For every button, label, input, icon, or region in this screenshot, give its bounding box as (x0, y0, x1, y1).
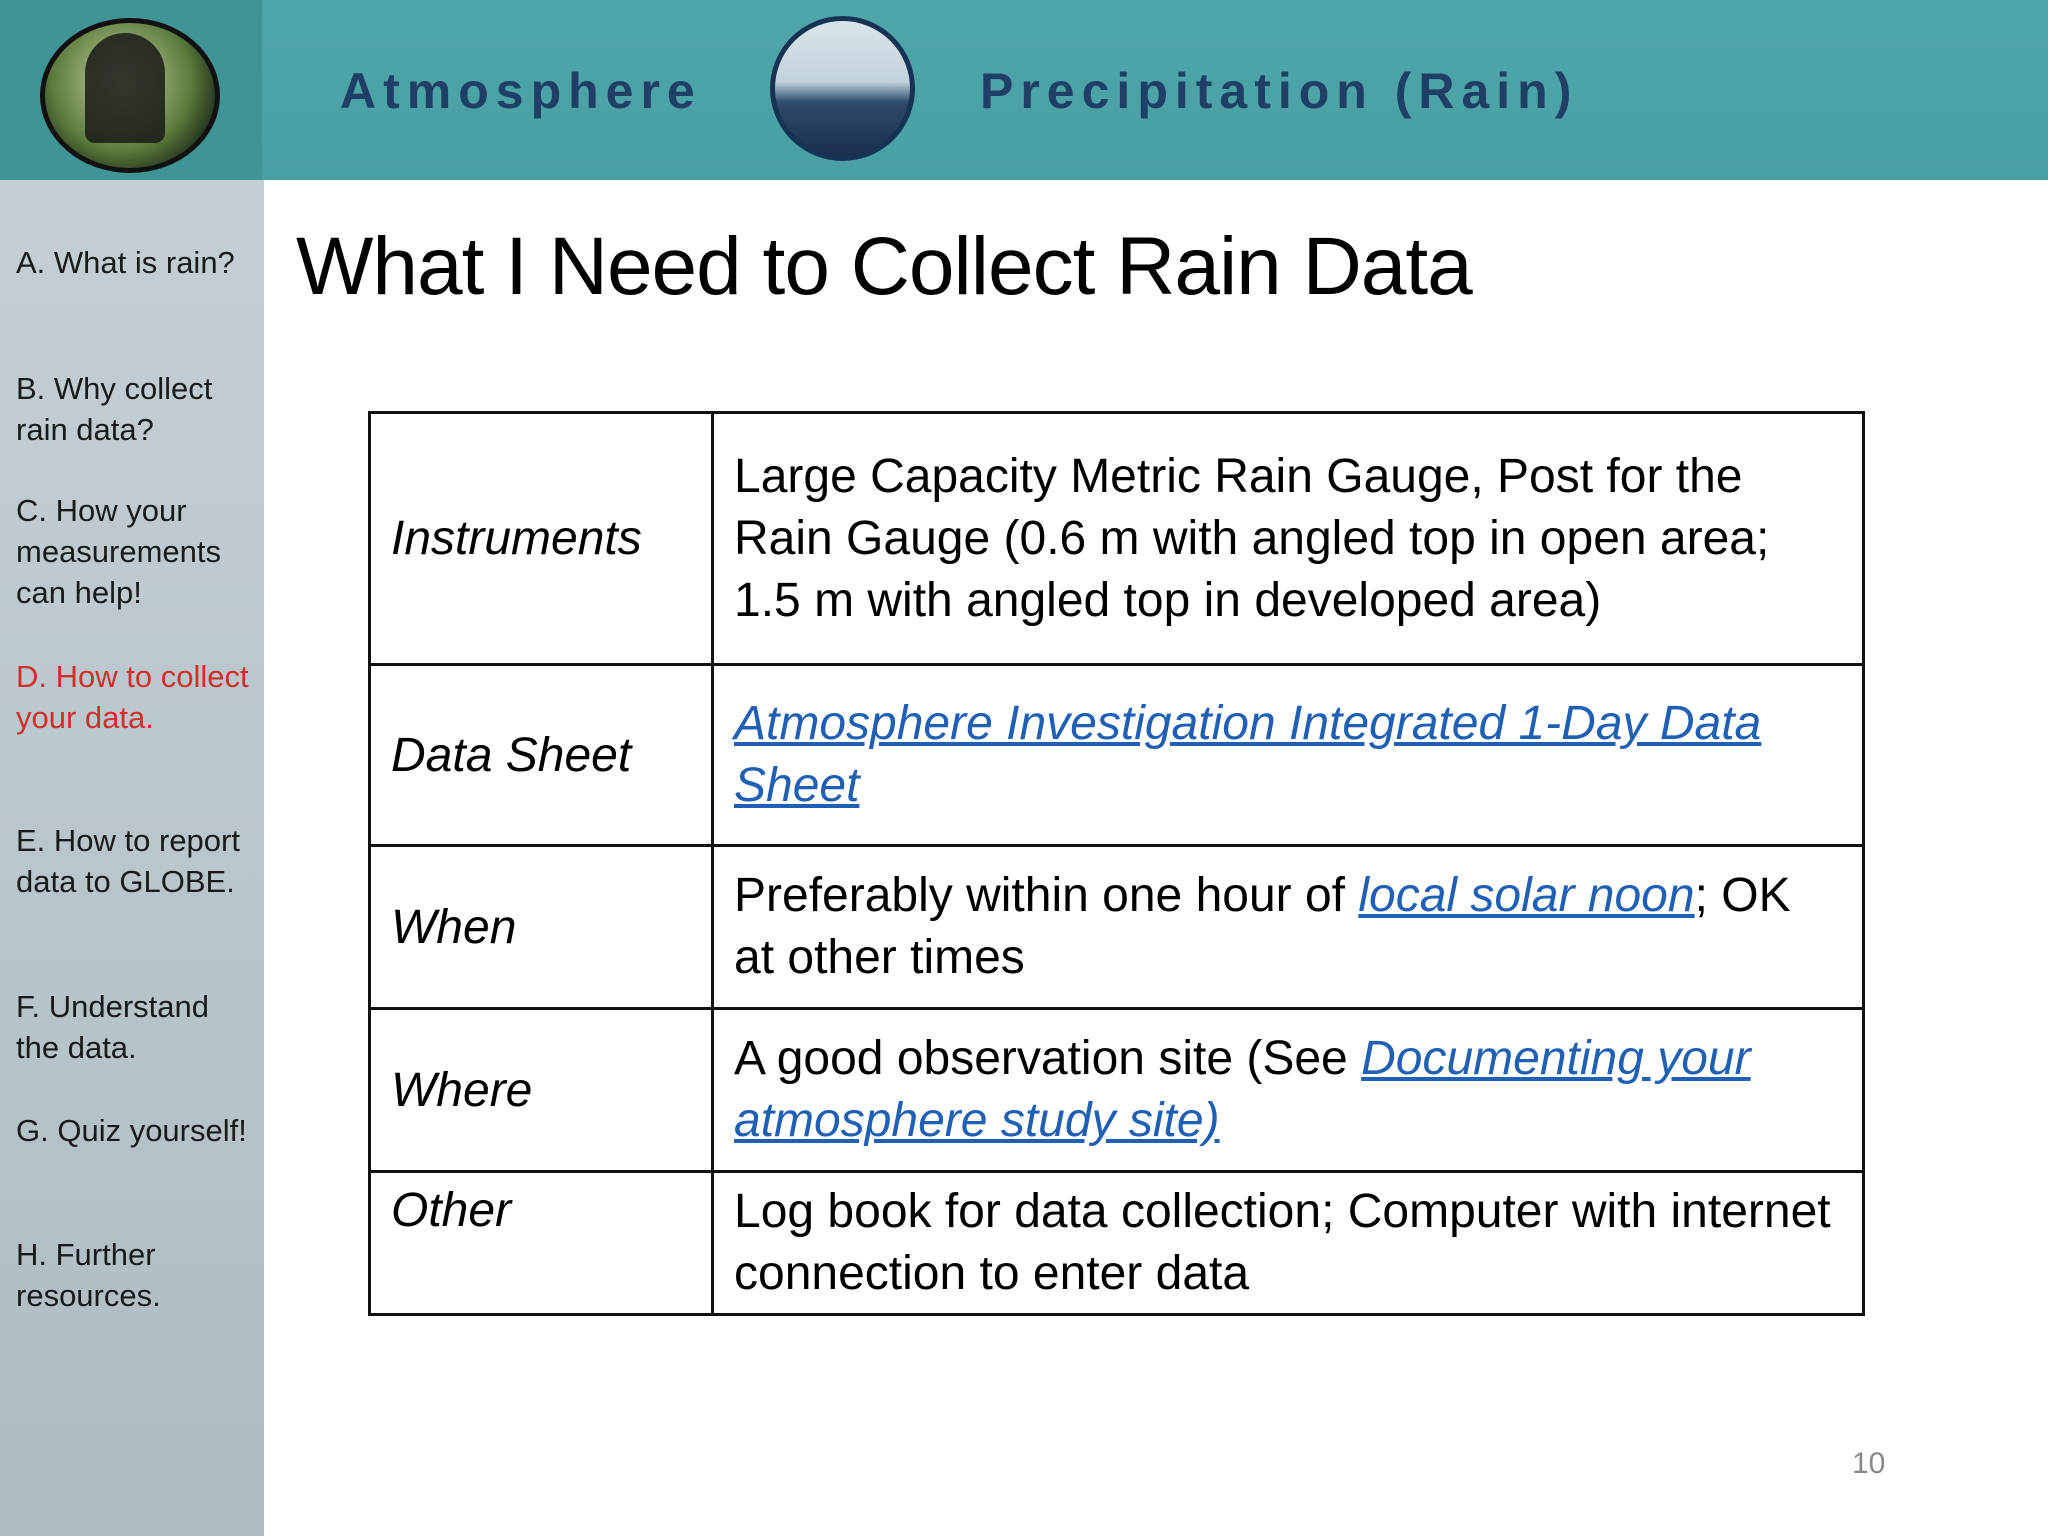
table-row-other (370, 1172, 1864, 1315)
slide-title: What I Need to Collect Rain Data (296, 221, 1472, 312)
sidebar-item-how-measurements-help[interactable]: C. How your measurements can help! (16, 493, 222, 610)
other-value: Log book for data collection; Computer with internet connection to enter data (713, 1172, 1864, 1315)
when-text-before: Preferably within one hour of (734, 869, 1359, 922)
header-topic-title: Precipitation (Rain) (980, 63, 1579, 119)
where-label: Where (370, 1009, 713, 1172)
sidebar-nav (0, 180, 264, 1536)
instruments-label: Instruments (370, 413, 713, 665)
table-row-when (370, 846, 1864, 1009)
when-label: When (370, 846, 713, 1009)
sidebar-item-why-collect[interactable]: B. Why collect rain data? (16, 371, 213, 447)
data-sheet-value (713, 665, 1864, 846)
table-row-where (370, 1009, 1864, 1172)
where-text-before: A good observation site (See (734, 1032, 1362, 1085)
header-section-title: Atmosphere (340, 63, 702, 119)
study-site-link[interactable]: Documenting your atmosphere study site) (734, 1032, 1751, 1147)
sidebar-item-quiz[interactable]: G. Quiz yourself! (16, 1113, 247, 1148)
globe-logo-area (0, 0, 262, 180)
where-value (713, 1009, 1864, 1172)
sidebar-item-how-to-report[interactable]: E. How to report data to GLOBE. (16, 823, 240, 899)
sidebar-item-understand-data[interactable]: F. Understand the data. (16, 989, 209, 1065)
table-row-instruments (370, 413, 1864, 665)
solar-noon-link[interactable]: local solar noon (1358, 869, 1695, 922)
sidebar-item-what-is-rain[interactable]: A. What is rain? (16, 245, 235, 280)
page-number: 10 (1852, 1447, 1886, 1480)
when-value (713, 846, 1864, 1009)
sidebar-item-how-to-collect[interactable]: D. How to collect your data. (16, 659, 249, 735)
data-sheet-link[interactable]: Atmosphere Investigation Integrated 1-Day Data Sheet (734, 697, 1762, 812)
data-sheet-label: Data Sheet (370, 665, 713, 846)
other-label: Other (370, 1172, 713, 1315)
globe-logo-icon (40, 18, 220, 173)
table-row-data-sheet (370, 665, 1864, 846)
header-banner (0, 0, 2048, 180)
when-text-after: ; OK at other times (734, 869, 1791, 984)
clouds-logo-icon (770, 16, 915, 161)
sidebar-item-further-resources[interactable]: H. Further resources. (16, 1237, 161, 1313)
requirements-table (368, 411, 1865, 1316)
instruments-value: Large Capacity Metric Rain Gauge, Post for the Rain Gauge (0.6 m with angled top in open area; 1.5 m with angled top in developed area) (713, 413, 1864, 665)
